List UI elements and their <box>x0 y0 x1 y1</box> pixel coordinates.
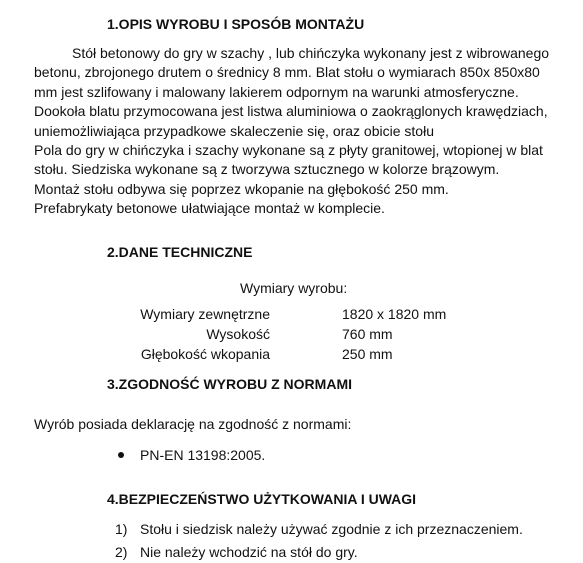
body-line: uniemożliwiająca przypadkowe skaleczenie się, oraz obicie stołu <box>34 122 434 139</box>
note-text: Nie należy wchodzić na stół do gry. <box>140 544 358 560</box>
section4-heading: 4.BEZPIECZEŃSTWO UŻYTKOWANIA I UWAGI <box>107 491 417 507</box>
body-line: Prefabrykaty betonowe ułatwiające montaż w komplecie. <box>34 200 385 217</box>
dimension-label: Głębokość wkopania <box>140 346 270 362</box>
standard-item: PN-EN 13198:2005. <box>140 447 266 463</box>
dimension-value: 1820 x 1820 mm <box>342 306 447 322</box>
body-line: betonu, zbrojonego drutem o średnicy 8 mm. Blat stołu o wymiarach 850x 850x80 <box>34 64 540 81</box>
body-line: Stół betonowy do gry w szachy , lub chińczyka wykonany jest z wibrowanego <box>72 45 550 61</box>
bullet-icon <box>118 452 124 458</box>
section1-body <box>34 44 579 219</box>
dimension-value: 250 mm <box>342 346 393 362</box>
section3-heading: 3.ZGODNOŚĆ WYROBU Z NORMAMI <box>107 376 352 392</box>
dimensions-table-title: Wymiary wyrobu: <box>240 280 348 296</box>
note-text: Stołu i siedzisk należy używać zgodnie z ich przeznaczeniem. <box>140 521 523 537</box>
body-line: Pola do gry w chińczyka i szachy wykonane są z płyty granitowej, wtopionej w blat <box>34 142 543 159</box>
body-line: stołu. Siedziska wykonane są z tworzywa sztucznego w kolorze brązowym. <box>34 161 500 178</box>
standards-intro: Wyrób posiada deklarację na zgodność z normami: <box>34 416 352 432</box>
note-number: 1) <box>115 521 128 537</box>
note-number: 2) <box>115 544 128 560</box>
body-line: Montaż stołu odbywa się poprzez wkopanie na głębokość 250 mm. <box>34 180 449 197</box>
section1-heading: 1.OPIS WYROBU I SPOSÓB MONTAŻU <box>107 16 365 32</box>
body-line: Dookoła blatu przymocowana jest listwa aluminiowa o zaokrąglonych krawędziach, <box>34 103 548 120</box>
dimension-value: 760 mm <box>342 326 393 342</box>
dimension-label: Wymiary zewnętrzne <box>140 306 270 322</box>
dimension-label: Wysokość <box>206 326 270 342</box>
body-line: mm jest szlifowany i malowany lakierem odpornym na warunki atmosferyczne. <box>34 83 519 100</box>
section2-heading: 2.DANE TECHNICZNE <box>107 244 253 260</box>
